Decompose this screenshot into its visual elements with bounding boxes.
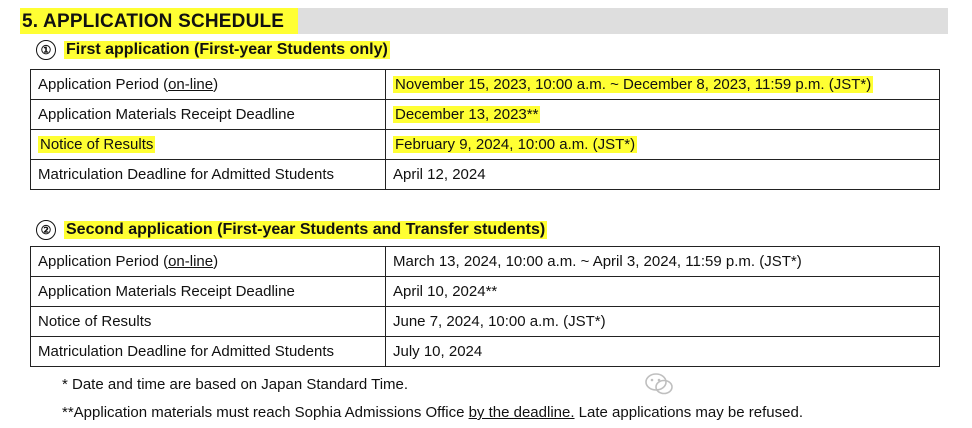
row-value (386, 100, 940, 130)
row-label (31, 247, 386, 277)
second-application-title: Second application (First-year Students and Transfer students) (66, 221, 546, 238)
row-label (31, 70, 386, 100)
note-underlined: by the deadline. (468, 404, 575, 421)
label-text: ) (213, 253, 219, 270)
row-value: March 13, 2024, 10:00 a.m. ~ April 3, 2024, 11:59 p.m. (JST*) (386, 247, 940, 277)
row-value (386, 130, 940, 160)
table-row (31, 247, 940, 277)
row-label: Application Materials Receipt Deadline (31, 100, 386, 130)
row-label: Matriculation Deadline for Admitted Students (31, 337, 386, 367)
label-text: Notice of Results (40, 136, 154, 153)
value-text: December 13, 2023** (395, 106, 539, 123)
first-application-title: First application (First-year Students only) (66, 41, 388, 58)
table-row (31, 337, 940, 367)
row-value (386, 70, 940, 100)
label-text: Application Period ( (38, 253, 169, 270)
note-text: Late applications may be refused. (574, 404, 803, 421)
second-application-heading (36, 220, 547, 240)
footnote-jst: * Date and time are based on Japan Standard Time. (62, 376, 409, 393)
row-value: April 12, 2024 (386, 160, 940, 190)
table-row (31, 130, 940, 160)
label-text: ) (213, 76, 219, 93)
value-text: February 9, 2024, 10:00 a.m. (JST*) (395, 136, 636, 153)
table-row (31, 307, 940, 337)
row-label: Application Materials Receipt Deadline (31, 277, 386, 307)
table-row (31, 277, 940, 307)
row-label (31, 130, 386, 160)
second-application-table (30, 246, 940, 367)
section-title: 5. APPLICATION SCHEDULE (20, 8, 298, 34)
circled-number-1: ① (36, 40, 56, 60)
footnote-deadline (62, 404, 803, 421)
circled-number-2: ② (36, 220, 56, 240)
note-text: **Application materials must reach Sophia Admissions Office (62, 404, 469, 421)
row-label: Matriculation Deadline for Admitted Students (31, 160, 386, 190)
label-underlined: on-line (168, 253, 214, 270)
row-value: June 7, 2024, 10:00 a.m. (JST*) (386, 307, 940, 337)
value-text: November 15, 2023, 10:00 a.m. ~ December 8, 2023, 11:59 p.m. (JST*) (395, 76, 872, 93)
table-row (31, 100, 940, 130)
watermark (644, 370, 944, 398)
first-application-heading (36, 40, 390, 60)
row-value: July 10, 2024 (386, 337, 940, 367)
row-value: April 10, 2024** (386, 277, 940, 307)
table-row (31, 160, 940, 190)
row-label: Notice of Results (31, 307, 386, 337)
first-application-table (30, 69, 940, 190)
label-text: Application Period ( (38, 76, 169, 93)
wechat-icon (644, 372, 674, 396)
label-underlined: on-line (168, 76, 214, 93)
table-row (31, 70, 940, 100)
